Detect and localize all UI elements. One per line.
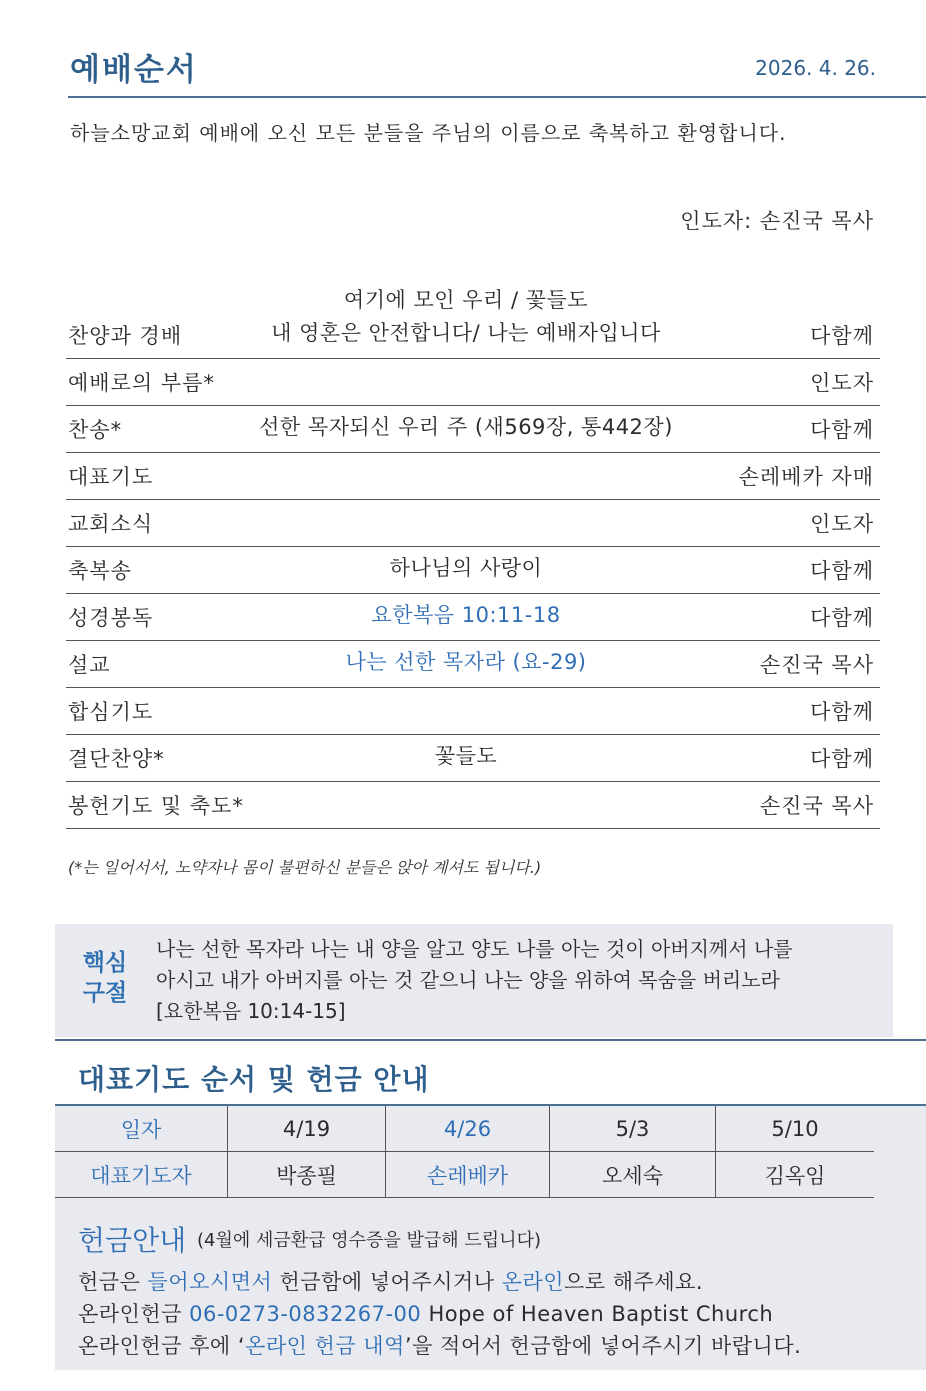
table-cell-date: 4/19 [228, 1106, 386, 1152]
offering-subtitle: (4월에 세금환급 영수증을 발급해 드립니다) [197, 1230, 541, 1251]
order-item-name: 성경봉독 [68, 606, 154, 630]
order-row [66, 359, 880, 406]
header-divider [68, 96, 926, 98]
order-row [66, 280, 880, 359]
key-verse-label-line1: 핵심 [82, 950, 128, 976]
order-row [66, 641, 880, 688]
order-item-detail: 꽃들도 [434, 744, 498, 768]
sermon-title: 나는 선한 목자라 (요-29) [345, 650, 587, 674]
service-date: 2026. 4. 26. [755, 56, 876, 80]
order-row [66, 594, 880, 641]
offering-highlight: 온라인 헌금 내역 [245, 1334, 405, 1358]
scripture-reference: 요한복음 10:11-18 [371, 603, 561, 627]
order-item-leader: 다함께 [810, 559, 874, 583]
order-item-name: 찬송* [68, 418, 123, 442]
order-item-detail [258, 491, 674, 499]
order-item-detail [258, 397, 674, 405]
order-row [66, 735, 880, 782]
offering-text: 헌금은 [78, 1270, 148, 1294]
table-cell-date: 5/10 [716, 1106, 875, 1152]
order-item-detail [258, 726, 674, 734]
welcome-message: 하늘소망교회 예배에 오신 모든 분들을 주님의 이름으로 축복하고 환영합니다. [70, 121, 787, 145]
key-verse-text [156, 934, 876, 1027]
table-cell-date: 5/3 [550, 1106, 716, 1152]
order-item-leader: 손레베카 자매 [738, 465, 874, 489]
offering-text: 온라인헌금 [78, 1302, 190, 1326]
offering-highlight: 들어오시면서 [147, 1270, 273, 1294]
offering-line [78, 1330, 801, 1360]
table-cell-name: 김옥임 [716, 1152, 875, 1198]
order-row [66, 782, 880, 829]
key-verse-line: 아시고 내가 아버지를 아는 것 같으니 나는 양을 위하여 목숨을 버리노라 [156, 968, 780, 992]
page-title: 예배순서 [70, 52, 198, 88]
order-item-detail [258, 820, 674, 828]
table-header-prayer-leader: 대표기도자 [55, 1152, 228, 1198]
order-item-name: 축복송 [68, 559, 132, 583]
offering-line [78, 1266, 703, 1296]
order-item-detail-line2: 내 영혼은 안전합니다/ 나는 예배자입니다 [271, 321, 661, 345]
key-verse-label-line2: 구절 [82, 980, 128, 1006]
offering-text: 헌금함에 넣어주시거나 [272, 1270, 502, 1294]
section-divider [55, 1039, 926, 1041]
key-verse-label [79, 948, 131, 1008]
offering-title: 헌금안내 [78, 1224, 187, 1257]
order-row [66, 453, 880, 500]
offering-text: 으로 해주세요. [564, 1270, 704, 1294]
prayer-schedule-table [55, 1106, 874, 1198]
offering-highlight: 온라인 [501, 1270, 565, 1294]
offering-text: ’을 적어서 헌금함에 넣어주시기 바랍니다. [404, 1334, 802, 1358]
order-item-leader: 다함께 [810, 606, 874, 630]
order-item-leader: 다함께 [810, 418, 874, 442]
key-verse-box [55, 924, 893, 1037]
leader-line: 인도자: 손진국 목사 [680, 209, 874, 233]
order-item-name: 설교 [68, 653, 111, 677]
order-item-name: 예배로의 부름* [68, 371, 215, 395]
order-item-leader: 다함께 [810, 324, 874, 348]
order-item-name: 대표기도 [68, 465, 154, 489]
order-item-detail [258, 284, 674, 358]
account-holder: Hope of Heaven Baptist Church [421, 1302, 774, 1326]
section-title: 대표기도 순서 및 헌금 안내 [78, 1063, 430, 1096]
order-item-leader: 다함께 [810, 700, 874, 724]
offering-line [78, 1298, 773, 1328]
order-row [66, 688, 880, 735]
order-item-detail-line1: 여기에 모인 우리 / 꽃들도 [343, 288, 589, 312]
key-verse-citation: [요한복음 10:14-15] [156, 999, 346, 1023]
order-item-name: 봉헌기도 및 축도* [68, 794, 244, 818]
order-item-detail [258, 538, 674, 546]
order-item-name: 결단찬양* [68, 747, 165, 771]
order-item-leader: 다함께 [810, 747, 874, 771]
table-cell-name-current: 손레베카 [386, 1152, 550, 1198]
order-row [66, 406, 880, 453]
order-item-detail: 하나님의 사랑이 [389, 556, 543, 580]
order-item-leader: 인도자 [810, 371, 874, 395]
account-number: 06-0273-0832267-00 [189, 1302, 422, 1326]
order-item-detail: 선한 목자되신 우리 주 (새569장, 통442장) [259, 415, 673, 439]
order-item-name: 합심기도 [68, 700, 154, 724]
table-row [55, 1152, 874, 1198]
order-item-name: 교회소식 [68, 512, 154, 536]
table-cell-name: 박종필 [228, 1152, 386, 1198]
order-item-leader: 인도자 [810, 512, 874, 536]
offering-text: 온라인헌금 후에 ‘ [78, 1334, 246, 1358]
standing-note: (*는 일어서서, 노약자나 몸이 불편하신 분들은 앉아 계셔도 됩니다.) [68, 858, 542, 877]
order-row [66, 547, 880, 594]
order-item-name: 찬양과 경배 [68, 324, 183, 348]
table-header-date: 일자 [55, 1106, 228, 1152]
prayer-offering-box [55, 1104, 926, 1370]
order-item-leader: 손진국 목사 [759, 653, 874, 677]
order-item-leader: 손진국 목사 [759, 794, 874, 818]
order-row [66, 500, 880, 547]
table-cell-date-current: 4/26 [386, 1106, 550, 1152]
table-cell-name: 오세숙 [550, 1152, 716, 1198]
table-row [55, 1106, 874, 1152]
order-of-service [66, 280, 880, 829]
key-verse-line: 나는 선한 목자라 나는 내 양을 알고 양도 나를 아는 것이 아버지께서 나를 [156, 937, 793, 961]
